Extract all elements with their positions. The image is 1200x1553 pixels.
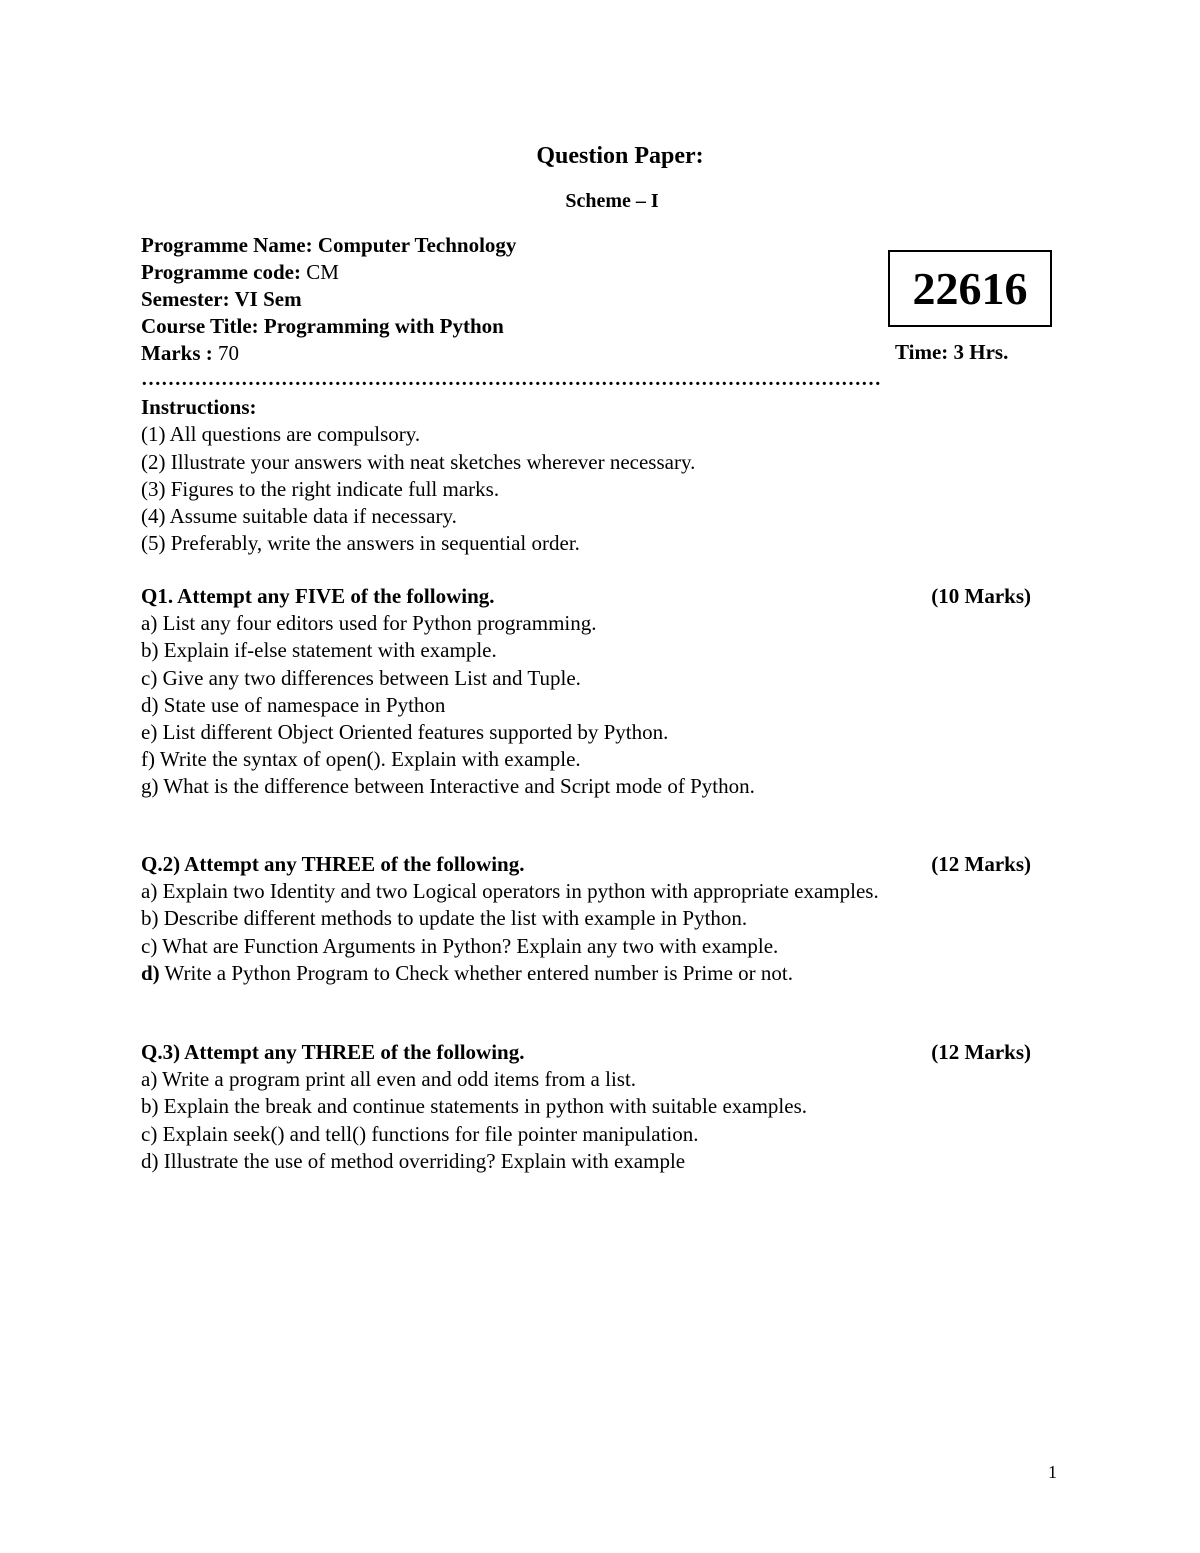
course-code-box: 22616 bbox=[888, 250, 1052, 327]
question-item bbox=[141, 960, 1031, 987]
question-item: a) Explain two Identity and two Logical operators in python with appropriate examples. bbox=[141, 879, 879, 904]
question-item: c) Explain seek() and tell() functions for file pointer manipulation. bbox=[141, 1121, 699, 1146]
question-item: a) List any four editors used for Python programming. bbox=[141, 611, 597, 636]
instructions-heading: Instructions: bbox=[141, 395, 257, 419]
question-1 bbox=[141, 583, 1031, 801]
question-3 bbox=[141, 1039, 1031, 1175]
scheme-label: Scheme – I bbox=[565, 190, 659, 212]
question-2-heading: Q.2) Attempt any THREE of the following. bbox=[141, 852, 525, 876]
instruction-item: (4) Assume suitable data if necessary. bbox=[141, 504, 457, 529]
semester-value: VI Sem bbox=[234, 287, 302, 311]
programme-code-row bbox=[141, 259, 516, 286]
question-item: b) Explain the break and continue statements in python with suitable examples. bbox=[141, 1094, 808, 1119]
dotted-divider: ………………………………………………………………………………………………… bbox=[141, 368, 881, 390]
question-3-heading: Q.3) Attempt any THREE of the following. bbox=[141, 1040, 525, 1064]
question-item: d) Illustrate the use of method overriding? Explain with example bbox=[141, 1148, 686, 1173]
course-title-row bbox=[141, 313, 516, 340]
question-item-prefix: d) bbox=[141, 960, 160, 985]
question-1-heading-row bbox=[141, 583, 1031, 610]
instructions-block bbox=[141, 394, 695, 558]
programme-name-value: Computer Technology bbox=[317, 233, 517, 257]
page-title: Question Paper: bbox=[536, 143, 704, 169]
question-item: a) Write a program print all even and odd items from a list. bbox=[141, 1067, 637, 1092]
question-item: g) What is the difference between Interactive and Script mode of Python. bbox=[141, 774, 755, 799]
question-2-marks: (12 Marks) bbox=[931, 852, 1031, 876]
question-item: b) Explain if-else statement with example. bbox=[141, 638, 497, 663]
course-info bbox=[141, 232, 516, 367]
question-item-text: Write a Python Program to Check whether entered number is Prime or not. bbox=[159, 960, 793, 985]
page-number: 1 bbox=[1048, 1462, 1057, 1482]
programme-name-row bbox=[141, 232, 516, 259]
instruction-item: (5) Preferably, write the answers in sequential order. bbox=[141, 531, 580, 556]
question-3-marks: (12 Marks) bbox=[931, 1040, 1031, 1064]
question-item: d) State use of namespace in Python bbox=[141, 692, 446, 717]
marks-value: 70 bbox=[218, 341, 239, 365]
instruction-item: (1) All questions are compulsory. bbox=[141, 422, 421, 447]
course-title-label: Course Title: bbox=[141, 314, 259, 338]
question-item: f) Write the syntax of open(). Explain with example. bbox=[141, 747, 581, 772]
course-title-value: Programming with Python bbox=[263, 314, 504, 338]
question-item: e) List different Object Oriented features supported by Python. bbox=[141, 720, 669, 745]
exam-time: Time: 3 Hrs. bbox=[895, 340, 1009, 364]
instruction-item: (2) Illustrate your answers with neat sketches wherever necessary. bbox=[141, 449, 696, 474]
marks-label: Marks : bbox=[141, 341, 213, 365]
question-item: b) Describe different methods to update the list with example in Python. bbox=[141, 906, 748, 931]
question-item: c) Give any two differences between List and Tuple. bbox=[141, 665, 581, 690]
semester-row bbox=[141, 286, 516, 313]
programme-code-label: Programme code: bbox=[141, 260, 301, 284]
semester-label: Semester: bbox=[141, 287, 230, 311]
question-1-heading: Q1. Attempt any FIVE of the following. bbox=[141, 584, 495, 608]
programme-name-label: Programme Name: bbox=[141, 233, 313, 257]
programme-code-value: CM bbox=[306, 260, 339, 284]
question-item: c) What are Function Arguments in Python? Explain any two with example. bbox=[141, 933, 779, 958]
question-2-heading-row bbox=[141, 851, 1031, 878]
instruction-item: (3) Figures to the right indicate full marks. bbox=[141, 476, 500, 501]
marks-row bbox=[141, 340, 516, 367]
question-3-heading-row bbox=[141, 1039, 1031, 1066]
question-2 bbox=[141, 851, 1031, 987]
question-1-marks: (10 Marks) bbox=[931, 584, 1031, 608]
